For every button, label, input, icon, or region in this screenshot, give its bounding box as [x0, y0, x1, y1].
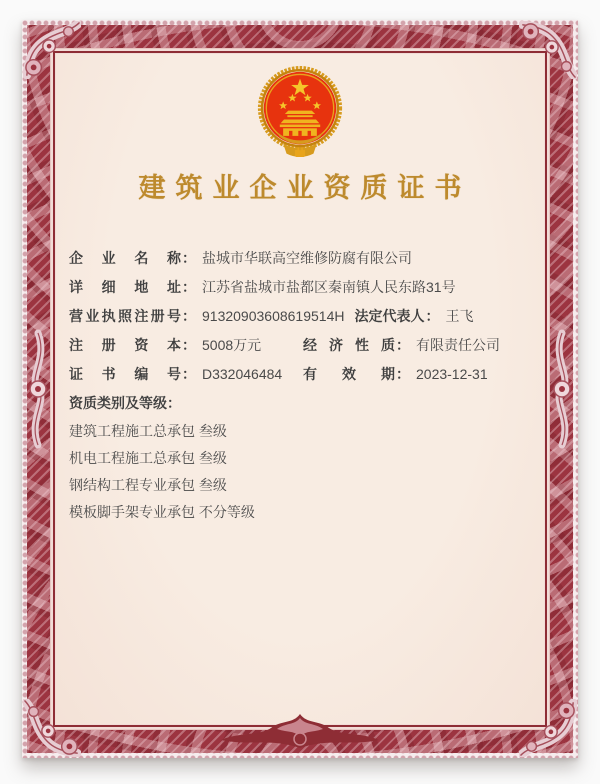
colon: ：	[182, 278, 196, 295]
colon: ：	[182, 365, 196, 382]
qualification-item	[69, 471, 531, 498]
side-flourish-icon	[551, 329, 573, 449]
certificate-title: 建筑业企业资质证书	[138, 173, 472, 203]
colon: ：	[182, 336, 196, 353]
field-address	[69, 272, 531, 301]
legal-rep-label: 法定代表人	[354, 307, 425, 324]
certificate-sheet	[22, 20, 578, 758]
qualification-item	[69, 444, 531, 471]
cert-no-label: 证 书 编 号	[69, 365, 181, 382]
company-value: 盐城市华联高空维修防腐有限公司	[202, 249, 412, 266]
field-license	[69, 301, 531, 330]
qualification-header-row	[69, 388, 531, 417]
field-certno-validity	[69, 359, 531, 388]
validity-value: 2023-12-31	[416, 365, 488, 382]
validity-label: 有 效 期	[303, 365, 395, 382]
certificate-content	[56, 54, 544, 724]
address-value: 江苏省盐城市盐都区秦南镇人民东路31号	[202, 278, 456, 295]
qualification-text: 建筑工程施工总承包 叁级	[69, 422, 227, 439]
license-value: 91320903608619514H	[202, 307, 345, 324]
colon: ：	[182, 307, 196, 324]
certificate-fields	[56, 243, 544, 525]
capital-value: 5008万元	[202, 336, 262, 353]
qualification-item	[69, 498, 531, 525]
side-flourish-icon	[27, 329, 49, 449]
china-national-emblem-icon	[257, 66, 343, 162]
license-label: 营业执照注册号	[69, 307, 181, 324]
field-company	[69, 243, 531, 272]
field-validity	[303, 364, 531, 384]
qualification-item	[69, 417, 531, 444]
economic-nature-value: 有限责任公司	[416, 336, 500, 353]
colon: ：	[396, 336, 410, 353]
field-economic-nature	[303, 335, 531, 355]
cert-no-value: D332046484	[202, 365, 283, 382]
qualification-text: 机电工程施工总承包 叁级	[69, 449, 227, 466]
qualification-text: 模板脚手架专业承包 不分等级	[69, 503, 255, 520]
colon: ：	[182, 249, 196, 266]
qualification-header: 资质类别及等级：	[69, 394, 181, 411]
economic-nature-label: 经 济 性 质	[303, 336, 395, 353]
legal-rep-value: 王飞	[445, 307, 474, 324]
field-legal-rep	[354, 306, 473, 326]
capital-label: 注 册 资 本	[69, 336, 181, 353]
colon: ：	[396, 365, 410, 382]
field-capital-nature	[69, 330, 531, 359]
address-label: 详 细 地 址	[69, 278, 181, 295]
qualification-text: 钢结构工程专业承包 叁级	[69, 476, 227, 493]
company-label: 企 业 名 称	[69, 249, 181, 266]
colon: ：	[425, 307, 440, 324]
